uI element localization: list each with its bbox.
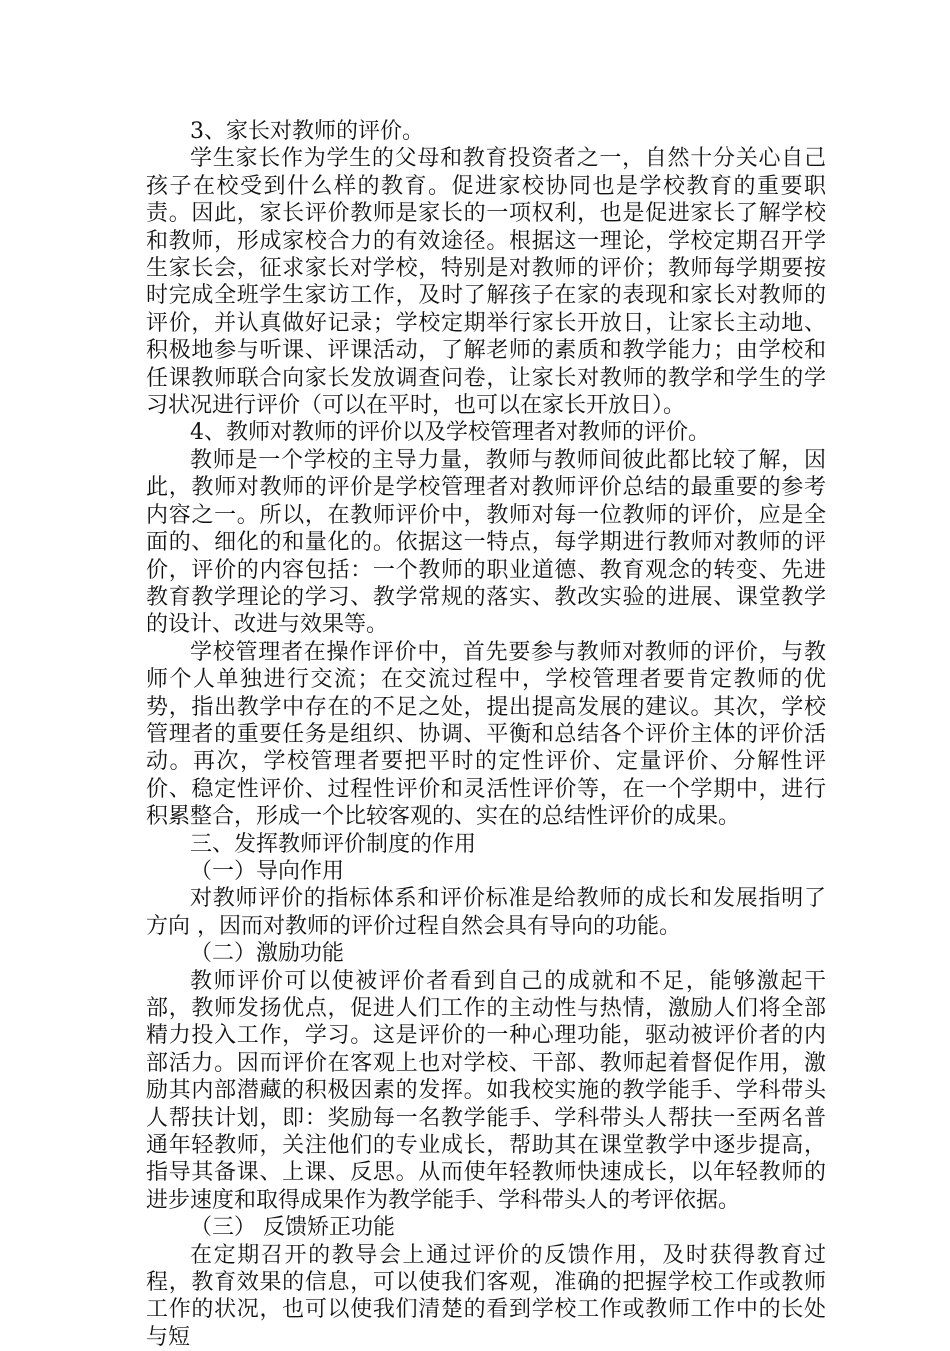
paragraph-manager-evaluation: 学校管理者在操作评价中，首先要参与教师对教师的评价，与教师个人单独进行交流；在交流过程中，学校管理者要肯定教师的优势，指出教学中存在的不足之处，提出提高发展的建议。其次，学校管理者的重要任务是组织、协调、平衡和总结各个评价主体的评价活动。再次，学校管理者要把平时的定性评价、定量评价、分解性评价、稳定性评价、过程性评价和灵活性评价等，在一个学期中，进行积累整合，形成一个比较客观的、实在的总结性评价的成果。 bbox=[146, 639, 826, 830]
document-page bbox=[146, 118, 826, 1351]
paragraph-parent-evaluation: 学生家长作为学生的父母和教育投资者之一，自然十分关心自己孩子在校受到什么样的教育。促进家校协同也是学校教育的重要职责。因此，家长评价教师是家长的一项权利，也是促进家长了解学校和教师，形成家校合力的有效途径。根据这一理论，学校定期召开学生家长会，征求家长对学校，特别是对教师的评价；教师每学期要按时完成全班学生家访工作，及时了解孩子在家的表现和家长对教师的评价，并认真做好记录；学校定期举行家长开放日，让家长主动地、积极地参与听课、评课活动，了解老师的素质和教学能力；由学校和任课教师联合向家长发放调查问卷，让家长对教师的教学和学生的学习状况进行评价（可以在平时，也可以在家长开放日）。 bbox=[146, 146, 826, 419]
chapter-heading-role: 三、发挥教师评价制度的作用 bbox=[190, 831, 477, 857]
subheading-feedback: （三） 反馈矫正功能 bbox=[190, 1215, 395, 1241]
section-heading-teacher-evaluation: 4、教师对教师的评价以及学校管理者对教师的评价。 bbox=[190, 420, 710, 446]
paragraph-guidance: 对教师评价的指标体系和评价标准是给教师的成长和发展指明了方向 ，因而对教师的评价过程自然会具有导向的功能。 bbox=[146, 886, 826, 939]
section-heading-parent-evaluation: 3、家长对教师的评价。 bbox=[190, 119, 424, 144]
paragraph-teacher-peer-evaluation: 教师是一个学校的主导力量，教师与教师间彼此都比较了解，因此，教师对教师的评价是学校管理者对教师评价总结的最重要的参考内容之一。所以，在教师评价中，教师对每一位教师的评价，应是全面的、细化的和量化的。依据这一特点，每学期进行教师对教师的评价，评价的内容包括：一个教师的职业道德、教育观念的转变、先进教育教学理论的学习、教学常规的落实、教改实验的进展、课堂教学的设计、改进与效果等。 bbox=[146, 447, 826, 638]
subheading-incentive: （二）激励功能 bbox=[190, 941, 345, 967]
subheading-guidance: （一）导向作用 bbox=[190, 858, 345, 884]
paragraph-incentive: 教师评价可以使被评价者看到自己的成就和不足，能够激起干部，教师发扬优点，促进人们工作的主动性与热情，激励人们将全部精力投入工作，学习。这是评价的一种心理功能，驱动被评价者的内部活力。因而评价在客观上也对学校、干部、教师起着督促作用，激励其内部潜藏的积极因素的发挥。如我校实施的教学能手、学科带头人帮扶计划，即：奖励每一名教学能手、学科带头人帮扶一至两名普通年轻教师，关注他们的专业成长，帮助其在课堂教学中逐步提高，指导其备课、上课、反思。从而使年轻教师快速成长，以年轻教师的进步速度和取得成果作为教学能手、学科带头人的考评依据。 bbox=[146, 968, 826, 1213]
paragraph-feedback: 在定期召开的教导会上通过评价的反馈作用，及时获得教育过程，教育效果的信息，可以使我们客观，准确的把握学校工作或教师工作的状况，也可以使我们清楚的看到学校工作或教师工作中的长处与短 bbox=[146, 1242, 826, 1350]
